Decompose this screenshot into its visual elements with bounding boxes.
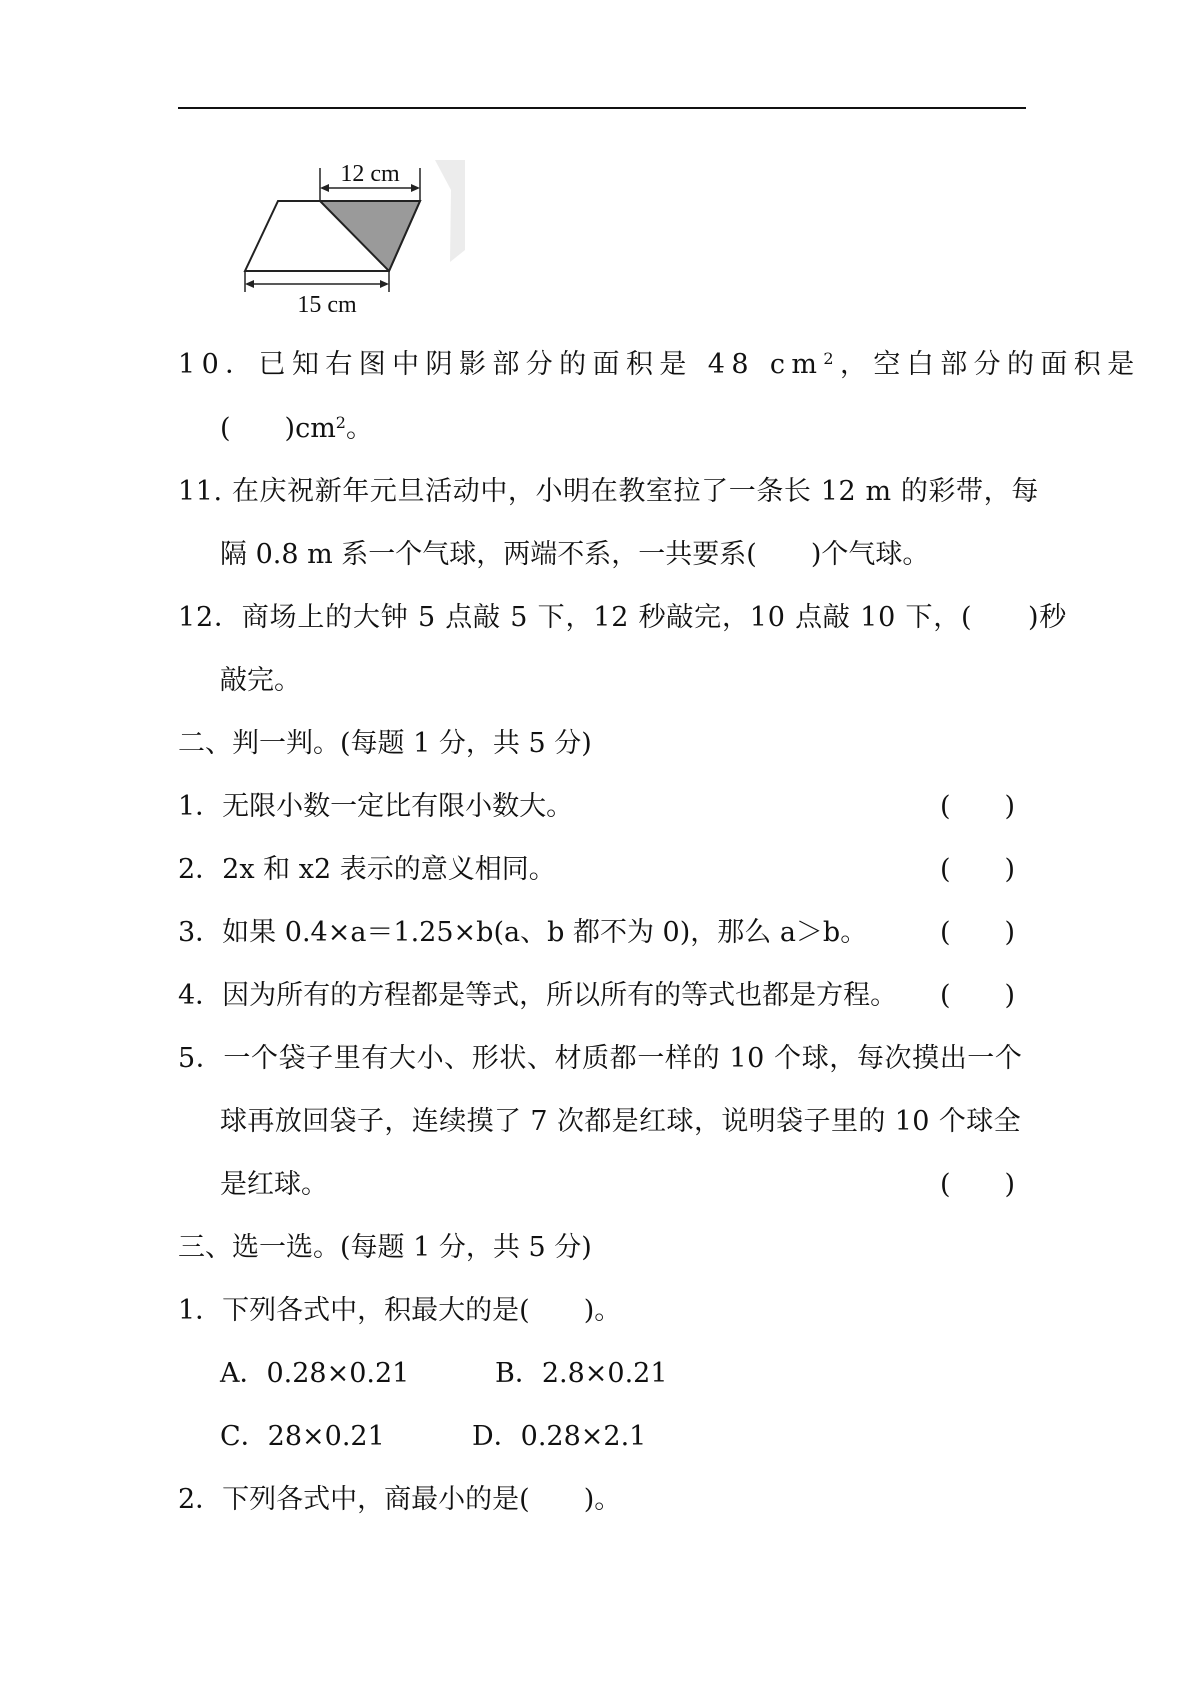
judge-item-5: 5．一个袋子里有大小、形状、材质都一样的 10 个球，每次摸出一个 — [178, 1043, 1023, 1074]
parallelogram-figure — [245, 150, 465, 320]
judge-answer-3[interactable]: ( ) — [940, 917, 1016, 948]
header-rule — [178, 107, 1026, 109]
choice-q2-stem: 2．下列各式中，商最小的是( )。 — [178, 1484, 622, 1515]
judge-item-5-line2: 球再放回袋子，连续摸了 7 次都是红球，说明袋子里的 10 个球全 — [220, 1106, 1022, 1137]
top-dim-arrow-left — [320, 184, 329, 192]
judge-answer-2[interactable]: ( ) — [940, 854, 1016, 885]
judge-item-2: 2．2x 和 x2 表示的意义相同。 — [178, 854, 556, 885]
q10-line2 — [220, 411, 373, 447]
q10-text-b: ，空白部分的面积是 — [840, 349, 1141, 380]
q11-line1: 11. 在庆祝新年元旦活动中，小明在教室拉了一条长 12 m 的彩带，每 — [178, 476, 1039, 507]
judge-item-3: 3．如果 0.4×a＝1.25×b(a、b 都不为 0)，那么 a＞b。 — [178, 917, 868, 948]
choice-q1-option-a[interactable]: A．0.28×0.21 — [220, 1358, 410, 1389]
judge-item-1: 1．无限小数一定比有限小数大。 — [178, 791, 574, 822]
q10-text-a: 10．已知右图中阴影部分的面积是 48 cm — [178, 349, 824, 380]
q12-line1: 12．商场上的大钟 5 点敲 5 下，12 秒敲完，10 点敲 10 下，( )秒 — [178, 602, 1068, 633]
q10-sup-2: 2 — [335, 413, 346, 432]
judge-answer-1[interactable]: ( ) — [940, 791, 1016, 822]
q10-sup-1: 2 — [823, 349, 840, 368]
bottom-dim-arrow-left — [245, 280, 254, 288]
judge-answer-4[interactable]: ( ) — [940, 980, 1016, 1011]
bottom-dim-label: 15 cm — [297, 292, 357, 318]
bottom-dim-arrow-right — [380, 280, 389, 288]
section3-heading: 三、选一选。(每题 1 分，共 5 分) — [178, 1232, 592, 1263]
q10-text-c: ( )cm — [220, 413, 336, 444]
choice-q1-option-d[interactable]: D．0.28×2.1 — [472, 1421, 647, 1452]
judge-item-4: 4．因为所有的方程都是等式，所以所有的等式也都是方程。 — [178, 980, 898, 1011]
judge-answer-5[interactable]: ( ) — [940, 1169, 1016, 1200]
top-dim-label: 12 cm — [340, 161, 400, 187]
q12-line2: 敲完。 — [220, 665, 301, 696]
section2-heading: 二、判一判。(每题 1 分，共 5 分) — [178, 728, 592, 759]
q10-text-d: 。 — [345, 413, 373, 444]
choice-q1-option-c[interactable]: C．28×0.21 — [220, 1421, 385, 1452]
q11-line2: 隔 0.8 m 系一个气球，两端不系，一共要系( )个气球。 — [220, 539, 930, 570]
top-dim-arrow-right — [411, 184, 420, 192]
choice-q1-option-b[interactable]: B．2.8×0.21 — [495, 1358, 668, 1389]
q10-line1 — [178, 347, 1141, 383]
watermark-shape — [435, 160, 465, 262]
judge-item-5-line3: 是红球。 — [220, 1169, 328, 1200]
choice-q1-stem: 1．下列各式中，积最大的是( )。 — [178, 1295, 622, 1326]
